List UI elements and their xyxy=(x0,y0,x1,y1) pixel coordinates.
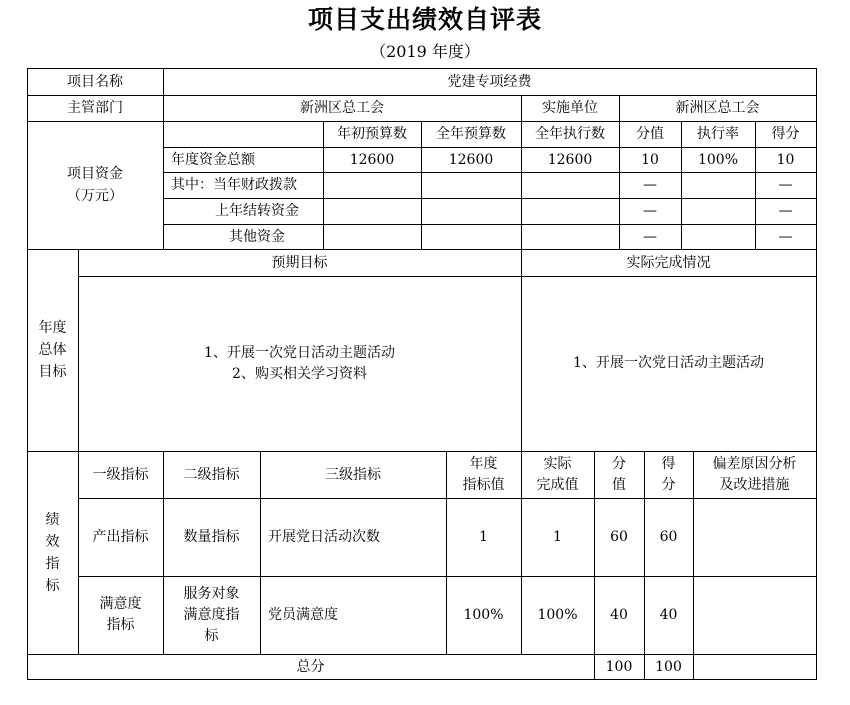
funds-header-rate: 执行率 xyxy=(697,126,739,142)
unit-value: 新洲区总工会 xyxy=(675,100,760,116)
funds-cell-executed xyxy=(521,224,619,249)
grid-line xyxy=(163,172,817,173)
funds-header-weight: 分值 xyxy=(636,126,664,142)
grid-line xyxy=(260,451,261,654)
funds-cell-executed: 12600 xyxy=(547,151,593,168)
goals-expected-header: 预期目标 xyxy=(271,254,328,271)
grid-line xyxy=(78,276,817,277)
grid-line xyxy=(163,224,817,225)
grid-line xyxy=(521,95,522,249)
grid-line xyxy=(446,451,447,654)
funds-cell-weight: 10 xyxy=(641,151,659,168)
grid-line xyxy=(163,198,817,199)
goals-expected-text: 1、开展一次党日活动主题活动 2、购买相关学习资料 xyxy=(204,344,395,382)
funds-cell-executed xyxy=(521,172,619,198)
funds-header-score: 得分 xyxy=(771,126,800,142)
report-year: （2019 年度） xyxy=(370,42,480,61)
grid-line xyxy=(816,68,817,680)
ind-header-score: 得 分 xyxy=(661,455,676,493)
funds-cell-full xyxy=(421,172,521,198)
total-score: 100 xyxy=(655,658,682,675)
funds-row-label: 其他资金 xyxy=(229,228,285,245)
grid-line xyxy=(681,121,682,249)
grid-line xyxy=(421,121,422,249)
funds-cell-executed xyxy=(521,198,619,224)
grid-line xyxy=(163,451,164,654)
ind-cell-level1: 满意度 指标 xyxy=(99,596,142,633)
ind-header-target: 年度 指标值 xyxy=(462,455,505,493)
funds-cell-rate xyxy=(681,224,755,249)
ind-cell-deviation xyxy=(693,498,816,576)
funds-label: 项目资金 （万元） xyxy=(67,166,123,204)
ind-cell-level3: 开展党日活动次数 xyxy=(268,529,380,545)
project-name-value: 党建专项经费 xyxy=(447,73,532,90)
ind-cell-weight: 40 xyxy=(610,607,628,623)
goals-actual-text: 1、开展一次党日活动主题活动 xyxy=(573,355,764,371)
ind-header-weight: 分 值 xyxy=(612,455,626,493)
project-name-label: 项目名称 xyxy=(67,73,123,90)
ind-cell-actual: 1 xyxy=(553,529,562,545)
funds-cell-initial xyxy=(323,198,421,224)
ind-cell-level2: 服务对象 满意度指 标 xyxy=(183,585,240,644)
funds-cell-full xyxy=(421,224,521,249)
ind-header-deviation: 偏差原因分析 及改进措施 xyxy=(712,455,797,493)
dept-value: 新洲区总工会 xyxy=(300,100,384,116)
funds-cell-rate xyxy=(681,172,755,198)
funds-cell-score: — xyxy=(778,203,793,219)
ind-cell-level3: 党员满意度 xyxy=(268,607,338,623)
grid-line xyxy=(78,498,817,499)
funds-header-executed: 全年执行数 xyxy=(535,126,605,142)
grid-line xyxy=(755,121,756,249)
ind-cell-target: 100% xyxy=(463,607,504,623)
funds-cell-initial xyxy=(323,172,421,198)
ind-cell-actual: 100% xyxy=(537,607,578,623)
funds-header-initial: 年初预算数 xyxy=(337,126,407,142)
funds-cell-rate: 100% xyxy=(697,151,739,168)
grid-line xyxy=(78,576,817,577)
page-title: 项目支出绩效自评表 xyxy=(307,5,542,34)
total-deviation xyxy=(693,654,816,679)
funds-cell-initial: 12600 xyxy=(349,151,395,168)
ind-cell-weight: 60 xyxy=(610,529,628,545)
ind-header-actual: 实际 完成值 xyxy=(536,455,579,493)
grid-line xyxy=(163,147,817,148)
funds-cell-score: 10 xyxy=(776,151,795,168)
ind-cell-level2: 数量指标 xyxy=(183,529,240,545)
indicators-label: 绩 效 指 标 xyxy=(45,511,60,594)
grid-line xyxy=(163,68,164,249)
ind-cell-target: 1 xyxy=(479,529,488,545)
funds-cell-full: 12600 xyxy=(448,151,494,168)
ind-header-level3: 三级指标 xyxy=(325,466,381,483)
funds-cell-score: — xyxy=(778,177,793,193)
grid-line xyxy=(521,249,522,654)
grid-line xyxy=(27,451,817,452)
goals-actual-header: 实际完成情况 xyxy=(626,254,711,271)
grid-line xyxy=(323,121,324,249)
dept-label: 主管部门 xyxy=(67,100,123,116)
ind-header-level2: 二级指标 xyxy=(183,466,240,483)
grid-line xyxy=(27,95,817,96)
grid-line xyxy=(27,121,817,122)
ind-header-level1: 一级指标 xyxy=(92,466,149,483)
grid-line xyxy=(27,249,817,250)
grid-line xyxy=(27,679,817,680)
ind-cell-score: 40 xyxy=(659,607,678,623)
unit-label: 实施单位 xyxy=(542,100,598,116)
grid-line xyxy=(619,95,620,249)
ind-cell-score: 60 xyxy=(659,529,678,545)
grid-line xyxy=(693,451,694,680)
grid-line xyxy=(27,68,28,680)
funds-cell-score: — xyxy=(778,228,793,245)
grid-line xyxy=(27,654,817,655)
funds-cell-weight: — xyxy=(643,177,657,193)
funds-cell-weight: — xyxy=(643,228,657,245)
funds-row-label: 年度资金总额 xyxy=(171,151,255,168)
funds-row-label: 其中：当年财政拨款 xyxy=(171,177,297,193)
grid-line xyxy=(594,451,595,680)
grid-line xyxy=(27,68,817,69)
goals-label: 年度 总体 目标 xyxy=(38,320,67,380)
grid-line xyxy=(78,249,79,654)
total-weight: 100 xyxy=(605,658,633,675)
funds-cell-initial xyxy=(323,224,421,249)
funds-cell-full xyxy=(421,198,521,224)
grid-line xyxy=(644,451,645,680)
funds-header-full: 全年预算数 xyxy=(436,126,506,142)
funds-row-label: 上年结转资金 xyxy=(215,203,299,219)
ind-cell-level1: 产出指标 xyxy=(92,529,149,545)
funds-cell-weight: — xyxy=(643,203,657,219)
ind-cell-deviation xyxy=(693,576,816,654)
total-label: 总分 xyxy=(296,658,325,675)
funds-cell-rate xyxy=(681,198,755,224)
